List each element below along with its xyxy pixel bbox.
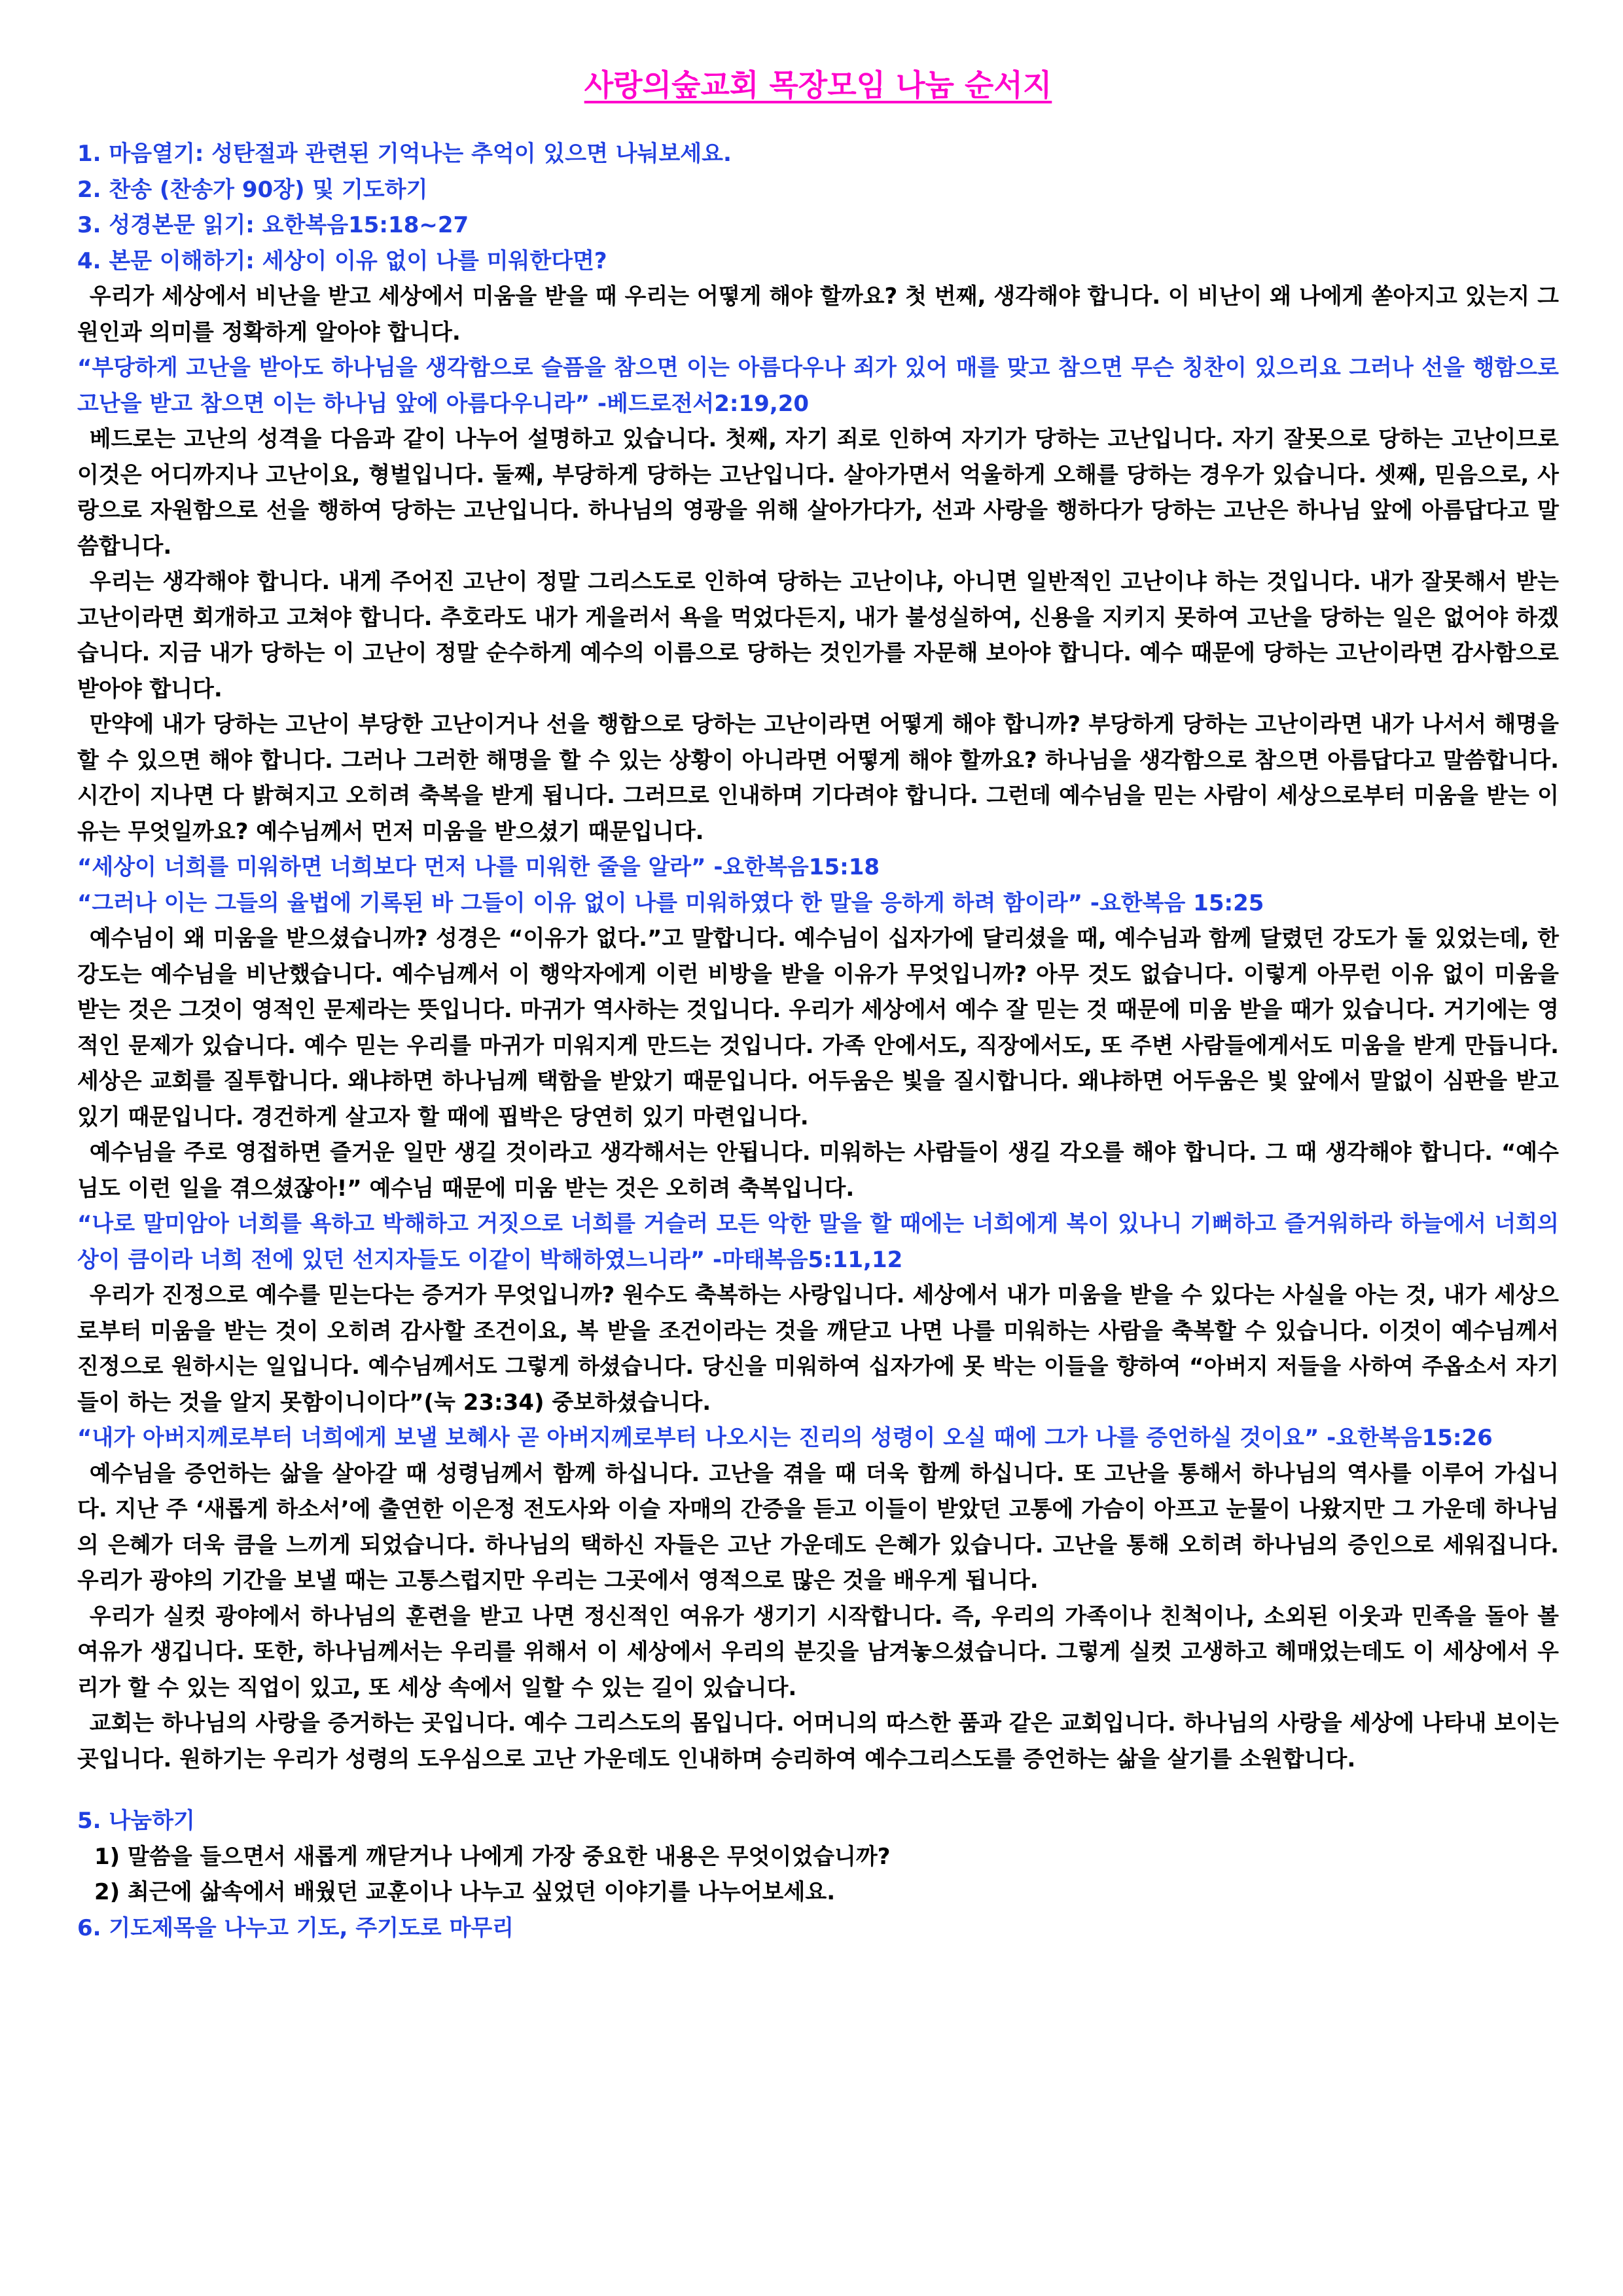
- step-6-heading: 6. 기도제목을 나누고 기도, 주기도로 마무리: [77, 1914, 514, 1941]
- sharing-question-1: 1) 말씀을 들으면서 새롭게 깨닫거나 나에게 가장 중요한 내용은 무엇이었습니까?: [94, 1843, 891, 1870]
- body-paragraph-9: 우리가 실컷 광야에서 하나님의 훈련을 받고 나면 정신적인 여유가 생기기 시작합니다. 즉, 우리의 가족이나 친척이나, 소외된 이웃과 민족을 돌아 볼 여유가 생깁니다. 또한, 하나님께서는 우리를 위해서 이 세상에서 우리의 분깃을 남겨놓으셨습니다. 그렇게 실컷 고생하고 헤매었는데도 이 세상에서 우리가 할 수 있는 직업이 있고, 또 세상 속에서 일할 수 있는 길이 있습니다.: [77, 1603, 1559, 1701]
- scripture-quote-4: “나로 말미암아 너희를 욕하고 박해하고 거짓으로 너희를 거슬러 모든 악한 말을 할 때에는 너희에게 복이 있나니 기뻐하고 즐거워하라 하늘에서 너희의 상이 큼이라 너희 전에 있던 선지자들도 이같이 박해하였느니라” -마태복음5:11,12: [77, 1211, 1559, 1273]
- body-paragraph-1: 우리가 세상에서 비난을 받고 세상에서 미움을 받을 때 우리는 어떻게 해야 할까요? 첫 번째, 생각해야 합니다. 이 비난이 왜 나에게 쏟아지고 있는지 그 원인과 의미를 정확하게 알아야 합니다.: [77, 283, 1559, 346]
- body-paragraph-5: 예수님이 왜 미움을 받으셨습니까? 성경은 “이유가 없다.”고 말합니다. 예수님이 십자가에 달리셨을 때, 예수님과 함께 달렸던 강도가 둘 있었는데, 한 강도는 예수님을 비난했습니다. 예수님께서 이 행악자에게 이런 비방을 받을 이유가 무엇입니까? 아무 것도 없습니다. 이렇게 아무런 이유 없이 미움을 받는 것은 그것이 영적인 문제라는 뜻입니다. 마귀가 역사하는 것입니다. 우리가 세상에서 예수 잘 믿는 것 때문에 미움 받을 때가 있습니다. 거기에는 영적인 문제가 있습니다. 예수 믿는 우리를 마귀가 미워지게 만드는 것입니다. 가족 안에서도, 직장에서도, 또 주변 사람들에게서도 미움을 받게 만듭니다. 세상은 교회를 질투합니다. 왜냐하면 하나님께 택함을 받았기 때문입니다. 어두움은 빛을 질시합니다. 왜냐하면 어두움은 빛 앞에서 말없이 심판을 받고 있기 때문입니다. 경건하게 살고자 할 때에 핍박은 당연히 있기 마련입니다.: [77, 925, 1559, 1130]
- sharing-question-2: 2) 최근에 삶속에서 배웠던 교훈이나 나누고 싶었던 이야기를 나누어보세요.: [94, 1879, 836, 1905]
- scripture-quote-3: “그러나 이는 그들의 율법에 기록된 바 그들이 이유 없이 나를 미워하였다 한 말을 응하게 하려 함이라” -요한복음 15:25: [77, 889, 1264, 916]
- step-4-heading: 4. 본문 이해하기: 세상이 이유 없이 나를 미워한다면?: [77, 247, 607, 274]
- body-paragraph-10: 교회는 하나님의 사랑을 증거하는 곳입니다. 예수 그리스도의 몸입니다. 어머니의 따스한 품과 같은 교회입니다. 하나님의 사랑을 세상에 나타내 보이는 곳입니다. 원하기는 우리가 성령의 도우심으로 고난 가운데도 인내하며 승리하여 예수그리스도를 증언하는 삶을 살기를 소원합니다.: [77, 1710, 1559, 1772]
- scripture-quote-2: “세상이 너희를 미워하면 너희보다 먼저 나를 미워한 줄을 알라” -요한복음15:18: [77, 854, 880, 880]
- scripture-quote-5: “내가 아버지께로부터 너희에게 보낼 보혜사 곧 아버지께로부터 나오시는 진리의 성령이 오실 때에 그가 나를 증언하실 것이요” -요한복음15:26: [77, 1425, 1493, 1451]
- body-paragraph-7: 우리가 진정으로 예수를 믿는다는 증거가 무엇입니까? 원수도 축복하는 사랑입니다. 세상에서 내가 미움을 받을 수 있다는 사실을 아는 것, 내가 세상으로부터 미움을 받는 것이 오히려 감사할 조건이요, 복 받을 조건이라는 것을 깨닫고 나면 나를 미워하는 사람을 축복할 수 있습니다. 이것이 예수님께서 진정으로 원하시는 일입니다. 예수님께서도 그렇게 하셨습니다. 당신을 미워하여 십자가에 못 박는 이들을 향하여 “아버지 저들을 사하여 주옵소서 자기들이 하는 것을 알지 못함이니이다”(눅 23:34) 중보하셨습니다.: [77, 1282, 1559, 1416]
- step-3-heading: 3. 성경본문 읽기: 요한복음15:18~27: [77, 212, 469, 238]
- page-title: 사랑의숲교회 목장모임 나눔 순서지: [584, 67, 1052, 103]
- body-paragraph-8: 예수님을 증언하는 삶을 살아갈 때 성령님께서 함께 하십니다. 고난을 겪을 때 더욱 함께 하십니다. 또 고난을 통해서 하나님의 역사를 이루어 가십니다. 지난 주 ‘새롭게 하소서’에 출연한 이은정 전도사와 이슬 자매의 간증을 듣고 이들이 받았던 고통에 가슴이 아프고 눈물이 나왔지만 그 가운데 하나님의 은혜가 더욱 큼을 느끼게 되었습니다. 하나님의 택하신 자들은 고난 가운데도 은혜가 있습니다. 고난을 통해 오히려 하나님의 증인으로 세워집니다. 우리가 광야의 기간을 보낼 때는 고통스럽지만 우리는 그곳에서 영적으로 많은 것을 배우게 됩니다.: [77, 1460, 1559, 1594]
- body-paragraph-4: 만약에 내가 당하는 고난이 부당한 고난이거나 선을 행함으로 당하는 고난이라면 어떻게 해야 합니까? 부당하게 당하는 고난이라면 내가 나서서 해명을 할 수 있으면 해야 합니다. 그러나 그러한 해명을 할 수 있는 상황이 아니라면 어떻게 해야 할까요? 하나님을 생각함으로 참으면 아름답다고 말씀합니다. 시간이 지나면 다 밝혀지고 오히려 축복을 받게 됩니다. 그러므로 인내하며 기다려야 합니다. 그런데 예수님을 믿는 사람이 세상으로부터 미움을 받는 이유는 무엇일까요? 예수님께서 먼저 미움을 받으셨기 때문입니다.: [77, 711, 1559, 845]
- body-paragraph-6: 예수님을 주로 영접하면 즐거운 일만 생길 것이라고 생각해서는 안됩니다. 미워하는 사람들이 생길 각오를 해야 합니다. 그 때 생각해야 합니다. “예수님도 이런 일을 겪으셨잖아!” 예수님 때문에 미움 받는 것은 오히려 축복입니다.: [77, 1139, 1559, 1202]
- body-paragraph-2: 베드로는 고난의 성격을 다음과 같이 나누어 설명하고 있습니다. 첫째, 자기 죄로 인하여 자기가 당하는 고난입니다. 자기 잘못으로 당하는 고난이므로 이것은 어디까지나 고난이요, 형벌입니다. 둘째, 부당하게 당하는 고난입니다. 살아가면서 억울하게 오해를 당하는 경우가 있습니다. 셋째, 믿음으로, 사랑으로 자원함으로 선을 행하여 당하는 고난입니다. 하나님의 영광을 위해 살아가다가, 선과 사랑을 행하다가 당하는 고난은 하나님 앞에 아름답다고 말씀합니다.: [77, 426, 1559, 560]
- scripture-quote-1: “부당하게 고난을 받아도 하나님을 생각함으로 슬픔을 참으면 이는 아름다우나 죄가 있어 매를 맞고 참으면 무슨 칭찬이 있으리요 그러나 선을 행함으로 고난을 받고 참으면 이는 하나님 앞에 아름다우니라” -베드로전서2:19,20: [77, 355, 1559, 417]
- body-paragraph-3: 우리는 생각해야 합니다. 내게 주어진 고난이 정말 그리스도로 인하여 당하는 고난이냐, 아니면 일반적인 고난이냐 하는 것입니다. 내가 잘못해서 받는 고난이라면 회개하고 고쳐야 합니다. 추호라도 내가 게을러서 욕을 먹었다든지, 내가 불성실하여, 신용을 지키지 못하여 고난을 당하는 일은 없어야 하겠습니다. 지금 내가 당하는 이 고난이 정말 순수하게 예수의 이름으로 당하는 것인가를 자문해 보아야 합니다. 예수 때문에 당하는 고난이라면 감사함으로 받아야 합니다.: [77, 569, 1559, 702]
- section-gap: [77, 1777, 1559, 1803]
- document-page: [77, 65, 1559, 1946]
- step-1-heading: 1. 마음열기: 성탄절과 관련된 기억나는 추억이 있으면 나눠보세요.: [77, 141, 732, 167]
- step-2-heading: 2. 찬송 (찬송가 90장) 및 기도하기: [77, 176, 428, 203]
- step-5-heading: 5. 나눔하기: [77, 1808, 195, 1834]
